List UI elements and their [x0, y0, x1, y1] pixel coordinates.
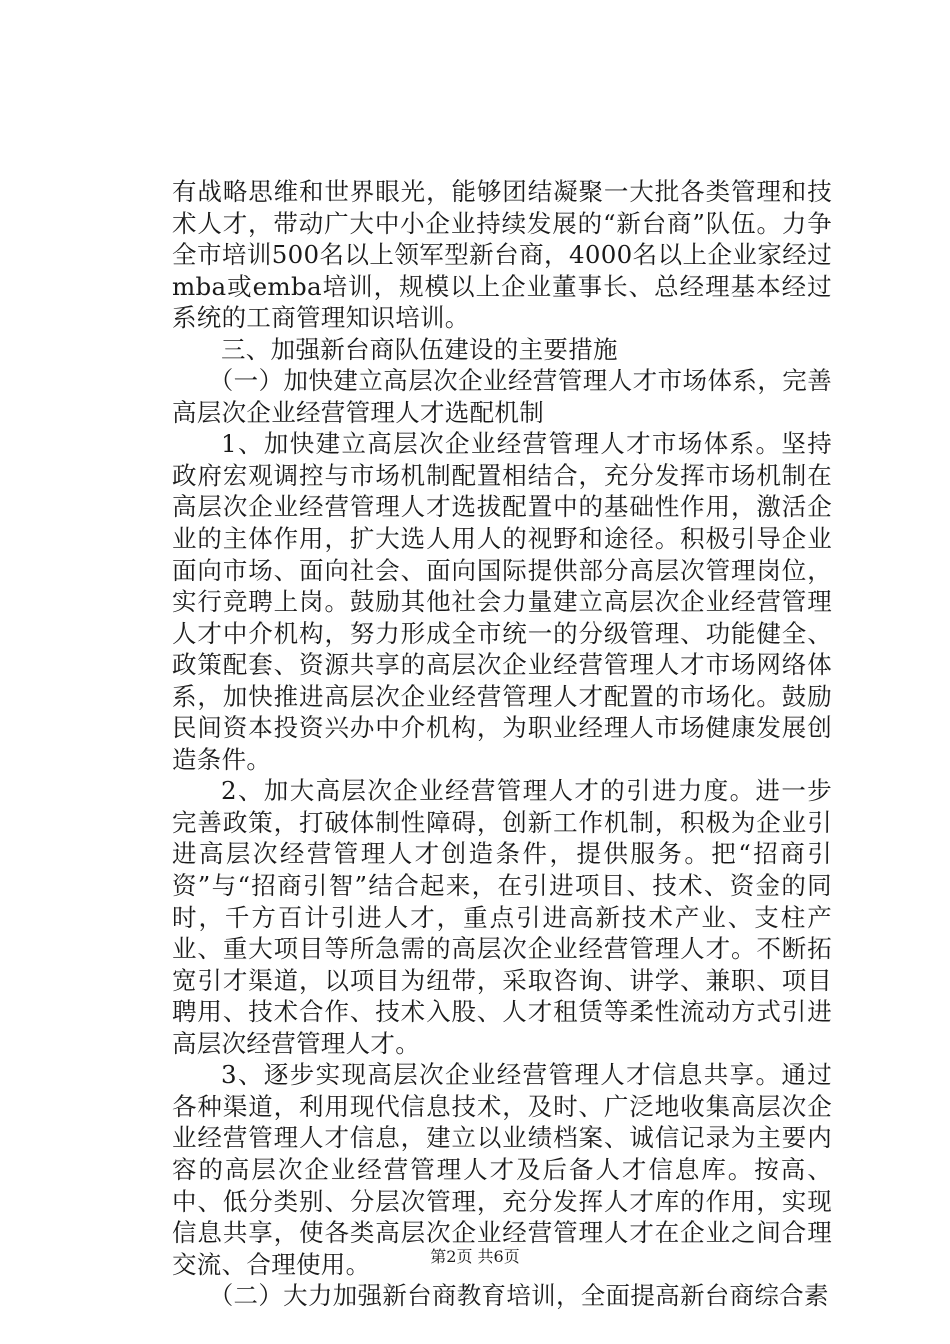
paragraph-continuation: 有战略思维和世界眼光，能够团结凝聚一大批各类管理和技术人才，带动广大中小企业持续发展的“新台商”队伍。力争全市培训500名以上领军型新台商，4000名以上企业家经过mba或emba培训，规模以上企业董事长、总经理基本经过系统的工商管理知识培训。 [172, 177, 832, 333]
section-heading-3: 三、加强新台商队伍建设的主要措施 [221, 334, 618, 364]
subsection-heading-2: （二）大力加强新台商教育培训，全面提高新台商综合素 [208, 1281, 829, 1311]
subsection-heading-1: （一）加快建立高层次企业经营管理人才市场体系，完善高层次企业经营管理人才选配机制 [172, 366, 832, 427]
page-number-footer: 第2页 共6页 [430, 1247, 520, 1266]
paragraph-item-1: 1、加快建立高层次企业经营管理人才市场体系。坚持政府宏观调控与市场机制配置相结合，充分发挥市场机制在高层次企业经营管理人才选拔配置中的基础性作用，激活企业的主体作用，扩大选人用人的视野和途径。积极引导企业面向市场、面向社会、面向国际提供部分高层次管理岗位，实行竞聘上岗。鼓励其他社会力量建立高层次企业经营管理人才中介机构，努力形成全市统一的分级管理、功能健全、政策配套、资源共享的高层次企业经营管理人才市场网络体系，加快推进高层次企业经营管理人才配置的市场化。鼓励民间资本投资兴办中介机构，为职业经理人市场健康发展创造条件。 [172, 429, 832, 774]
paragraph-item-3: 3、逐步实现高层次企业经营管理人才信息共享。通过各种渠道，利用现代信息技术，及时、广泛地收集高层次企业经营管理人才信息，建立以业绩档案、诚信记录为主要内容的高层次企业经营管理人才及后备人才信息库。按高、中、低分类别、分层次管理，充分发挥人才库的作用，实现信息共享，使各类高层次企业经营管理人才在企业之间合理交流、合理使用。 [172, 1060, 832, 1279]
document-body [172, 176, 832, 1312]
paragraph-item-2: 2、加大高层次企业经营管理人才的引进力度。进一步完善政策，打破体制性障碍，创新工作机制，积极为企业引进高层次经营管理人才创造条件，提供服务。把“招商引资”与“招商引智”结合起来，在引进项目、技术、资金的同时，千方百计引进人才，重点引进高新技术产业、支柱产业、重大项目等所急需的高层次企业经营管理人才。不断拓宽引才渠道，以项目为纽带，采取咨询、讲学、兼职、项目聘用、技术合作、技术入股、人才租赁等柔性流动方式引进高层次经营管理人才。 [172, 776, 832, 1058]
